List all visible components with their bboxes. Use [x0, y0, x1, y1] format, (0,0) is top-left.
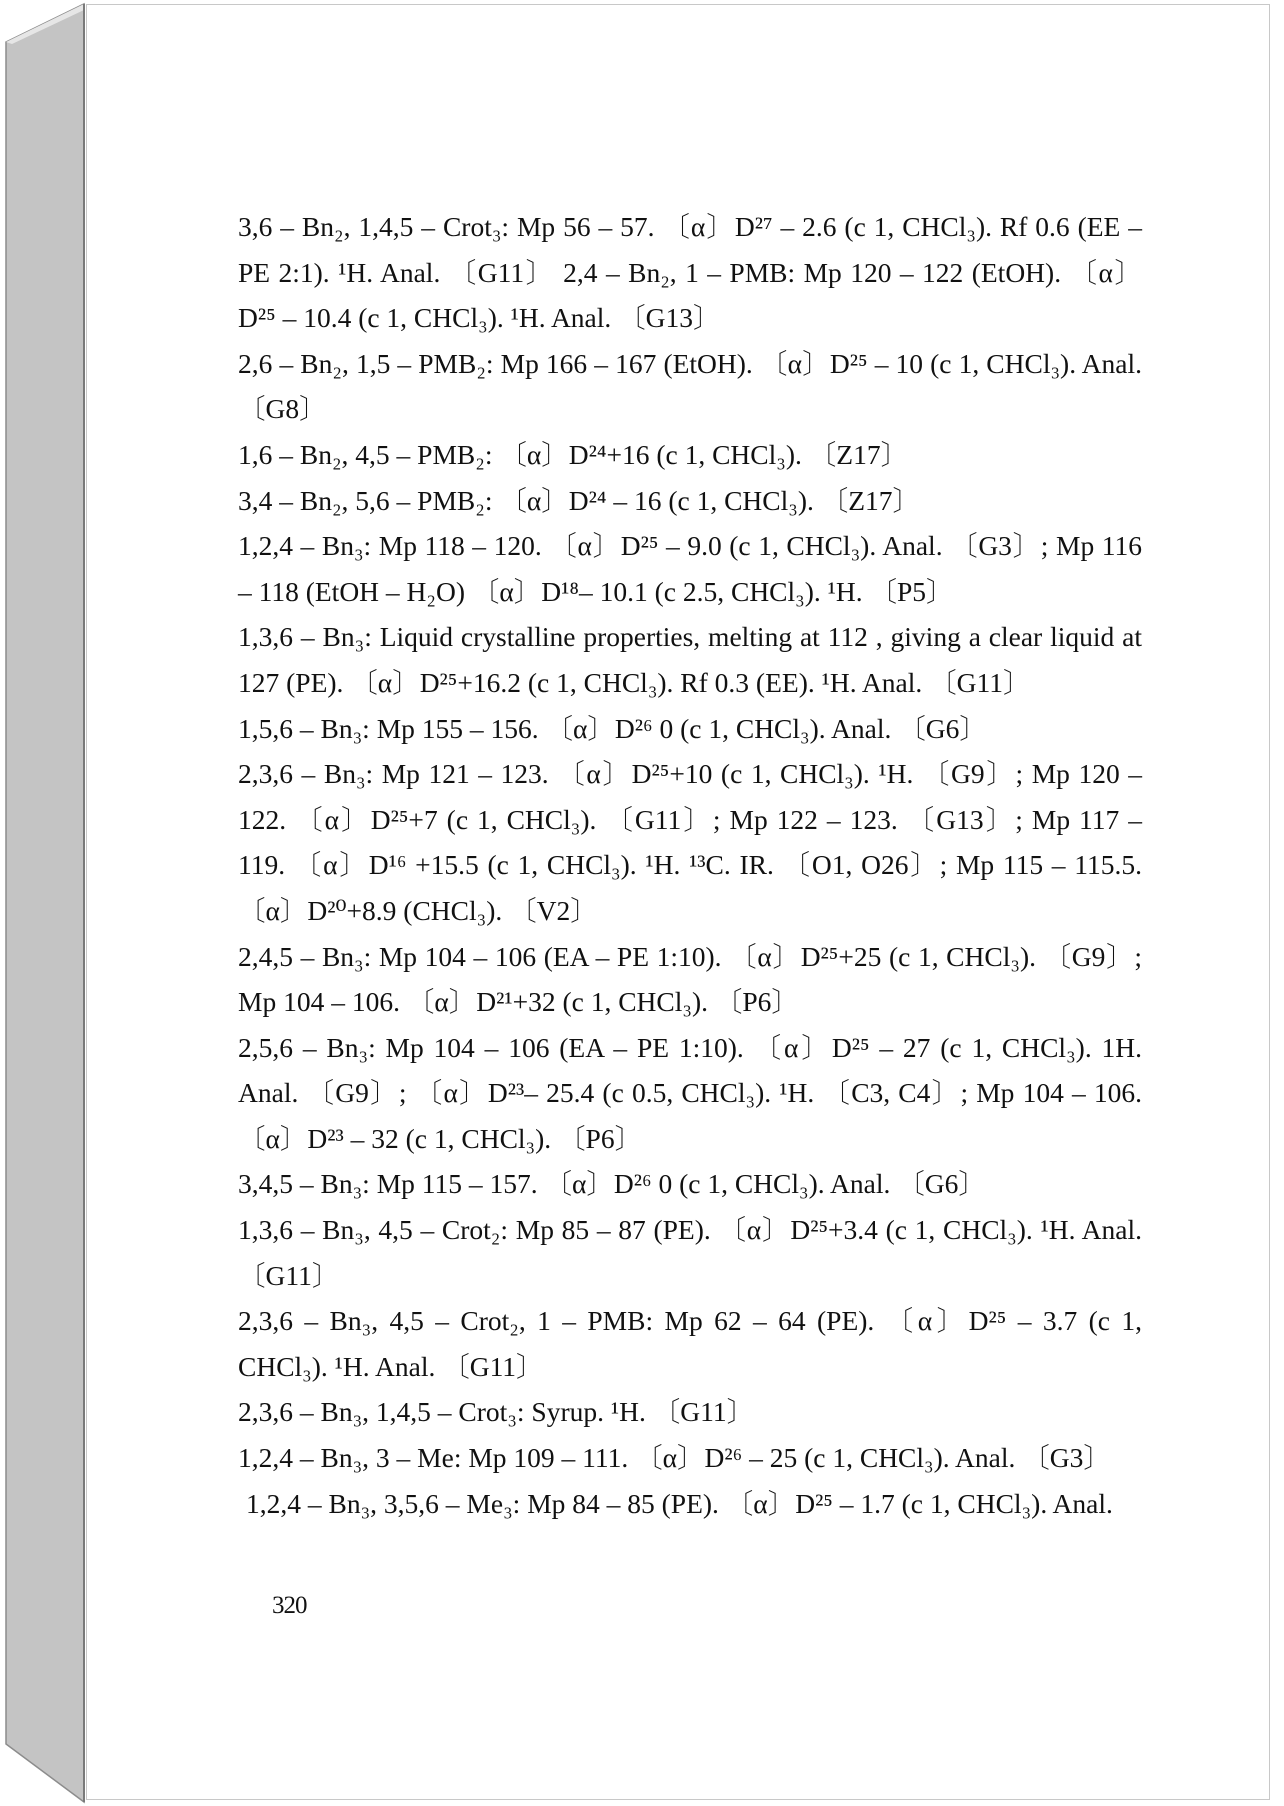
- entry: 1,3,6 – Bn₃, 4,5 – Crot₂: Mp 85 – 87 (PE). 〔α〕D²⁵+3.4 (c 1, CHCl₃). ¹H. Anal. 〔G11〕: [238, 1214, 1142, 1291]
- entry: 1,2,4 – Bn₃: Mp 118 – 120. 〔α〕D²⁵ – 9.0 (c 1, CHCl₃). Anal. 〔G3〕; Mp 116 – 118 (EtOH – H₂O) 〔α〕D¹⁸– 10.1 (c 2.5, CHCl₃). ¹H. 〔P5〕: [238, 530, 1142, 607]
- entry: 1,2,4 – Bn₃, 3,5,6 – Me₃: Mp 84 – 85 (PE). 〔α〕D²⁵ – 1.7 (c 1, CHCl₃). Anal.: [246, 1487, 1113, 1519]
- entry: 1,6 – Bn₂, 4,5 – PMB₂: 〔α〕D²⁴+16 (c 1, CHCl₃). 〔Z17〕: [238, 438, 909, 470]
- spine-face: [6, 4, 84, 1802]
- entry: 3,4 – Bn₂, 5,6 – PMB₂: 〔α〕D²⁴ – 16 (c 1, CHCl₃). 〔Z17〕: [238, 484, 921, 516]
- page-content: [238, 204, 1142, 1526]
- entry: 2,6 – Bn₂, 1,5 – PMB₂: Mp 166 – 167 (EtOH). 〔α〕D²⁵ – 10 (c 1, CHCl₃). Anal. 〔G8〕: [238, 347, 1142, 425]
- entry: 3,4,5 – Bn₃: Mp 115 – 157. 〔α〕D²⁶ 0 (c 1, CHCl₃). Anal. 〔G6〕: [238, 1168, 986, 1200]
- page-number: 320: [272, 1592, 307, 1619]
- entry: 2,3,6 – Bn₃: Mp 121 – 123. 〔α〕D²⁵+10 (c 1, CHCl₃). ¹H. 〔G9〕; Mp 120 – 122. 〔α〕D²⁵+7 (c 1, CHCl₃). 〔G11〕; Mp 122 – 123. 〔G13〕; Mp 117 – 119. 〔α〕D¹⁶ +15.5 (c 1, CHCl₃). ¹H. ¹³C. IR. 〔O1, O26〕; Mp 115 – 115.5. 〔α〕D²⁰+8.9 (CHCl₃). 〔V2〕: [238, 758, 1142, 926]
- entry: 2,3,6 – Bn₃, 4,5 – Crot₂, 1 – PMB: Mp 62 – 64 (PE). 〔α〕D²⁵ – 3.7 (c 1, CHCl₃). ¹H. Anal. 〔G11〕: [238, 1305, 1142, 1382]
- entry: 1,5,6 – Bn₃: Mp 155 – 156. 〔α〕D²⁶ 0 (c 1, CHCl₃). Anal. 〔G6〕: [238, 712, 987, 744]
- entry: 1,2,4 – Bn₃, 3 – Me: Mp 109 – 111. 〔α〕D²⁶ – 25 (c 1, CHCl₃). Anal. 〔G3〕: [238, 1442, 1111, 1474]
- entry: 1,3,6 – Bn₃: Liquid crystalline properties, melting at 112 , giving a clear liquid at 127 (PE). 〔α〕D²⁵+16.2 (c 1, CHCl₃). Rf 0.3 (EE). ¹H. Anal. 〔G11〕: [238, 621, 1142, 698]
- entry: 3,6 – Bn₂, 1,4,5 – Crot₃: Mp 56 – 57. 〔α〕D²⁷ – 2.6 (c 1, CHCl₃). Rf 0.6 (EE – PE 2:1). ¹H. Anal. 〔G11〕 2,4 – Bn₂, 1 – PMB: Mp 120 – 122 (EtOH). 〔α〕D²⁵ – 10.4 (c 1, CHCl₃). ¹H. Anal. 〔G13〕: [238, 211, 1142, 334]
- entry: 2,4,5 – Bn₃: Mp 104 – 106 (EA – PE 1:10). 〔α〕D²⁵+25 (c 1, CHCl₃). 〔G9〕; Mp 104 – 106. 〔α〕D²¹+32 (c 1, CHCl₃). 〔P6〕: [238, 940, 1142, 1018]
- entry: 2,5,6 – Bn₃: Mp 104 – 106 (EA – PE 1:10). 〔α〕D²⁵ – 27 (c 1, CHCl₃). 1H. Anal. 〔G9〕; 〔α〕D²³– 25.4 (c 0.5, CHCl₃). ¹H. 〔C3, C4〕; Mp 104 – 106. 〔α〕D²³ – 32 (c 1, CHCl₃). 〔P6〕: [238, 1031, 1142, 1154]
- entry: 2,3,6 – Bn₃, 1,4,5 – Crot₃: Syrup. ¹H. 〔G11〕: [238, 1396, 755, 1428]
